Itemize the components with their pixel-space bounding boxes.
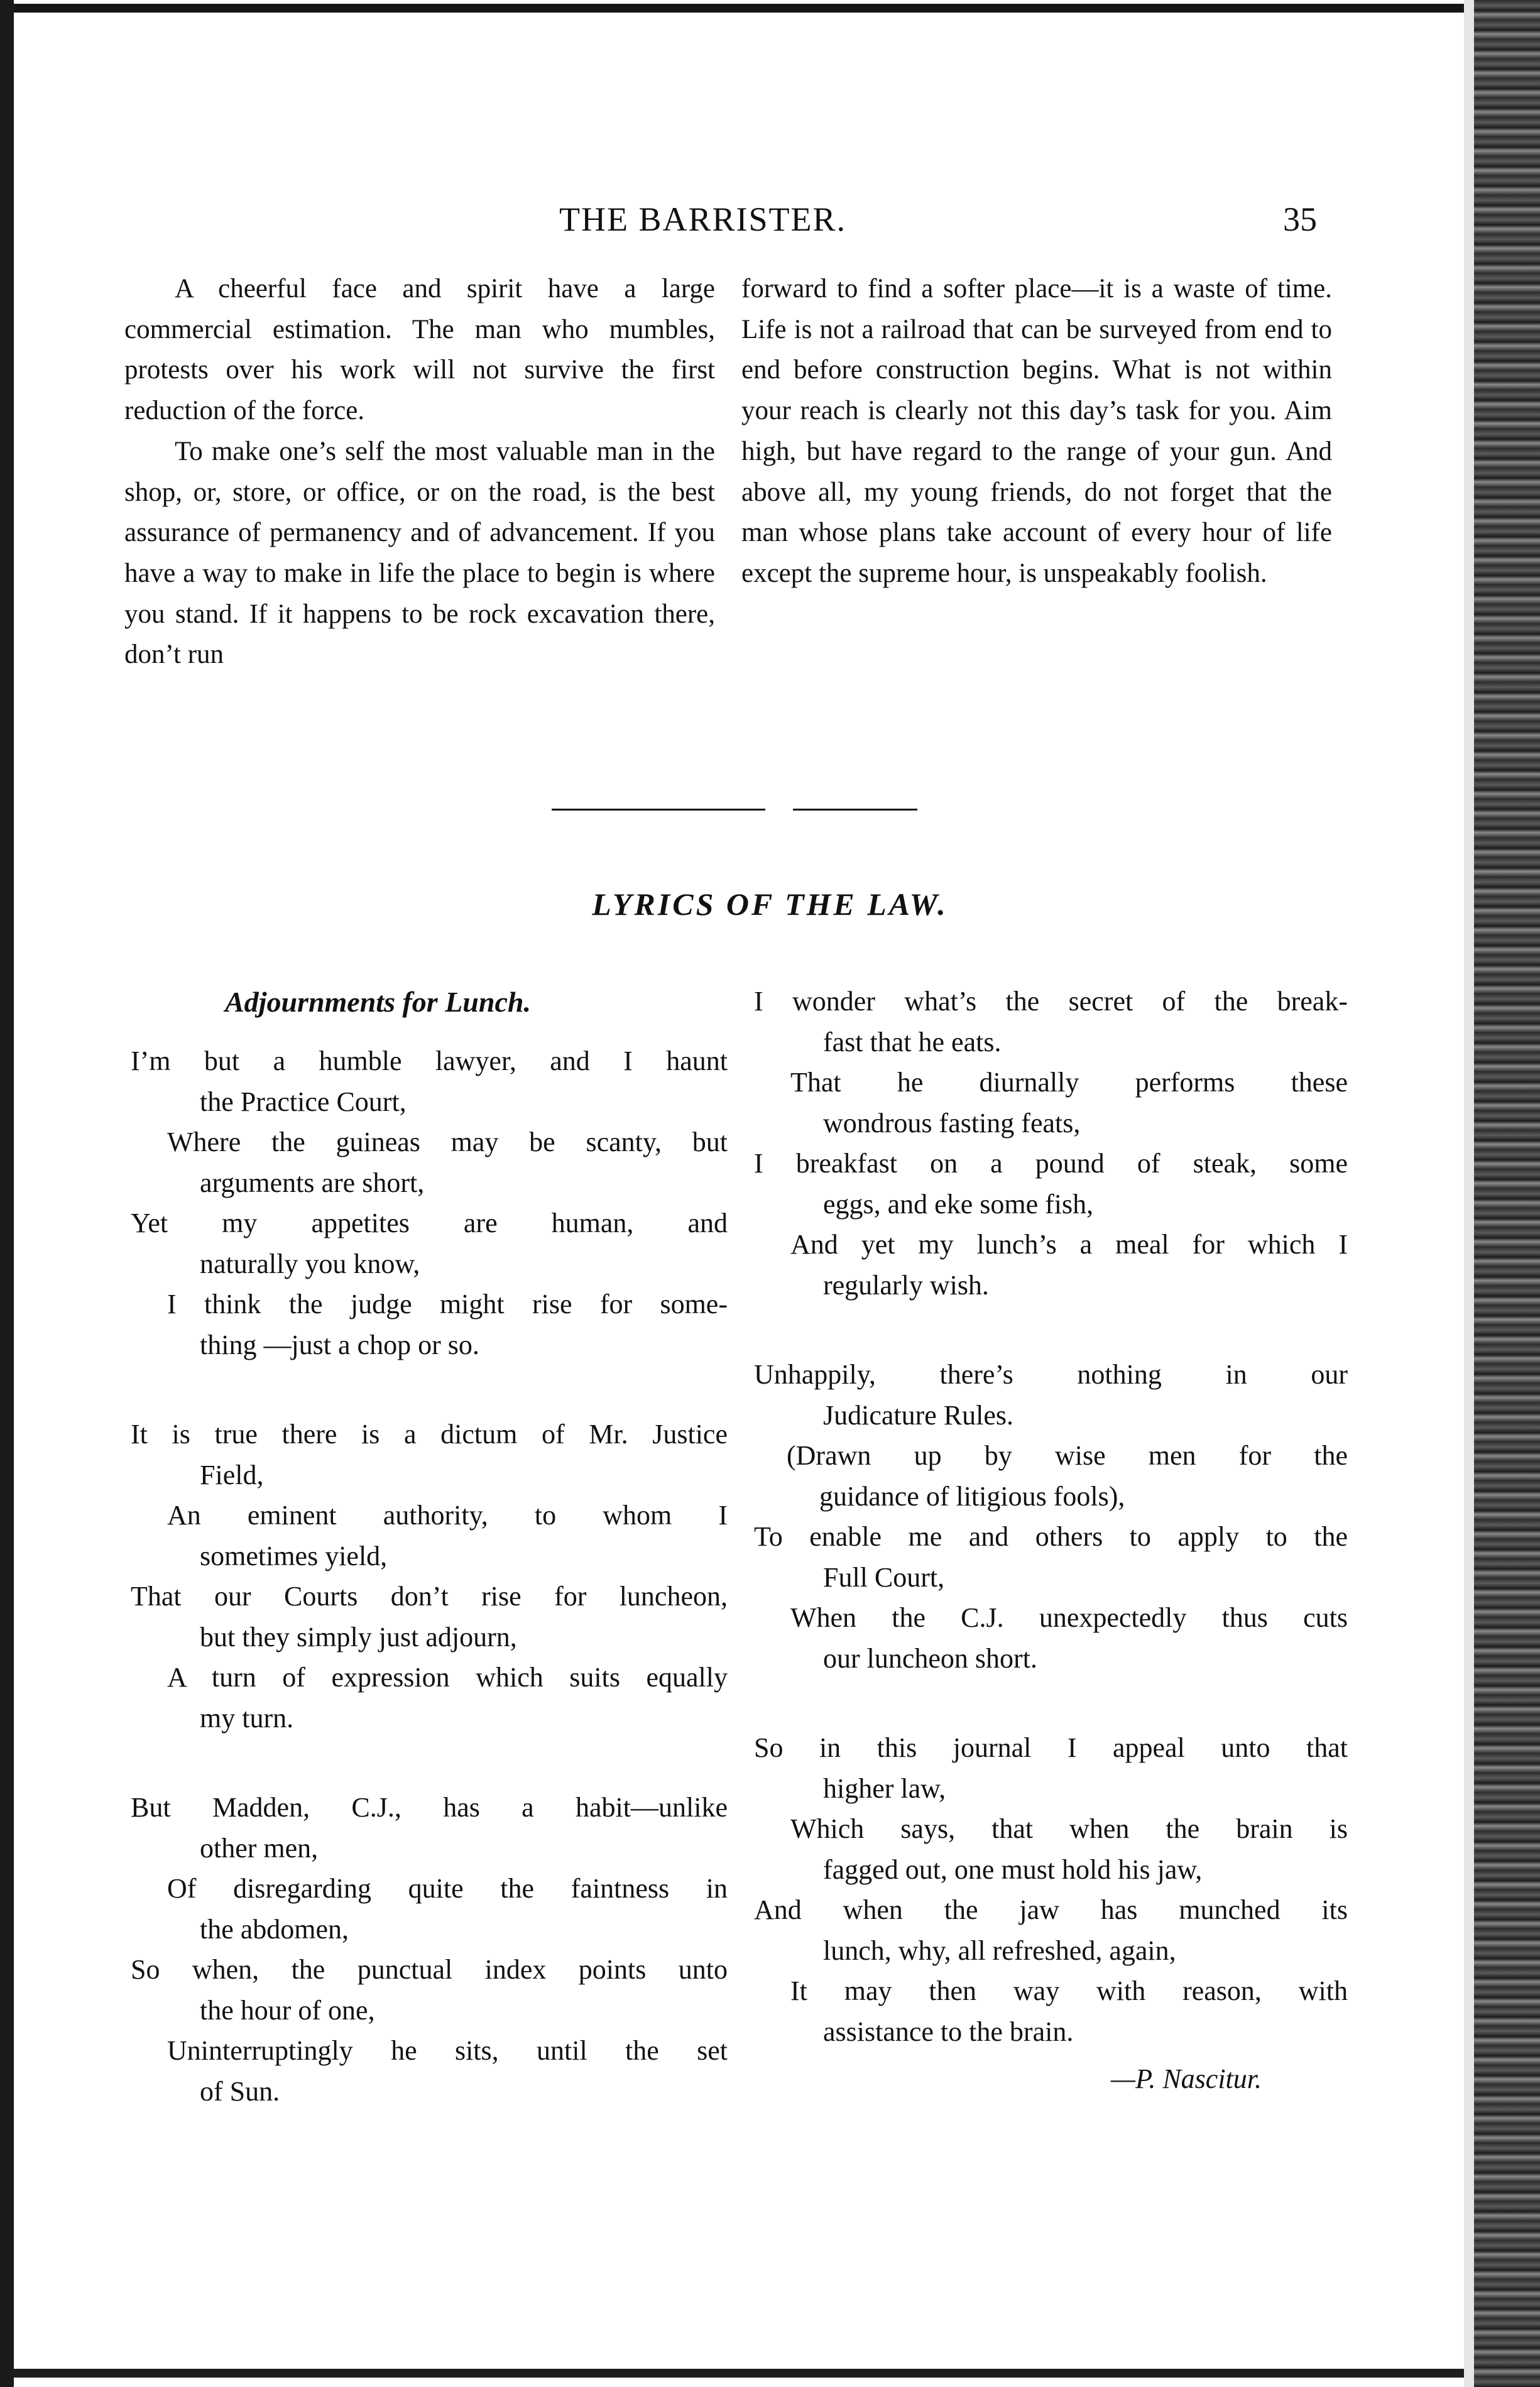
verse-line-continuation: my turn. [200, 1702, 294, 1734]
verse-line-text: And yet my lunch’s a meal for which I [790, 1229, 1348, 1260]
section-divider [793, 809, 917, 811]
verse-line-continuation: the Practice Court, [200, 1086, 407, 1117]
stanza [131, 1041, 728, 1365]
verse-line-text: Yet my appetites are human, and [131, 1208, 728, 1238]
poem-left-column [131, 1041, 728, 2161]
verse-line-text: Where the guineas may be scanty, but [167, 1127, 728, 1157]
essay-paragraph: To make one’s self the most valuable man in the shop, or, store, or office, or on the road, is the best assurance of permanency and of advancement. If you have a way to make in life the place to begin is where you stand. If it happens to be rock excavation there, don’t run [124, 436, 715, 670]
verse-line-text: Uninterruptingly he sits, until the set [167, 2035, 728, 2066]
verse-line [790, 1809, 1348, 1890]
poem-right-column [754, 981, 1348, 2101]
essay-right-column [741, 269, 1332, 594]
page-edge-left [0, 0, 14, 2387]
verse-line-continuation: wondrous fasting feats, [823, 1107, 1081, 1139]
verse-line-continuation: Full Court, [823, 1561, 945, 1593]
verse-line-text: I’m but a humble lawyer, and I haunt [131, 1046, 728, 1076]
verse-line [131, 1203, 728, 1284]
running-title: THE BARRISTER. [559, 200, 847, 238]
verse-line [131, 1788, 728, 1869]
verse-line-continuation: fagged out, one must hold his jaw, [823, 1854, 1203, 1885]
verse-line-text: Of disregarding quite the faintness in [167, 1873, 728, 1904]
verse-line [754, 1355, 1348, 1436]
verse-line [787, 1436, 1348, 1517]
verse-line-text: So when, the punctual index points unto [131, 1954, 728, 1985]
verse-line [754, 1728, 1348, 1809]
stanza [754, 1355, 1348, 1679]
verse-line-continuation: fast that he eats. [823, 1026, 1002, 1057]
page-edge-bottom [13, 2369, 1477, 2378]
verse-line-text: That our Courts don’t rise for luncheon, [131, 1581, 728, 1612]
verse-line-continuation: of Sun. [200, 2075, 280, 2107]
essay-paragraph: forward to find a softer place—it is a waste of time. Life is not a railroad that can be surveyed from end to end before construction begins. What is not within your reach is clearly not this day’s task for you. Aim high, but have regard to the range of your gun. And above all, my young friends, do not forget that the man whose plans take account of every hour of life except the supreme hour, is unspeakably foolish. [741, 274, 1332, 588]
page-edge-top [13, 4, 1521, 13]
essay-left-column [124, 269, 715, 675]
verse-line-continuation: eggs, and eke some fish, [823, 1188, 1094, 1220]
verse-line-continuation: higher law, [823, 1772, 946, 1804]
verse-line-text: And when the jaw has munched its [754, 1894, 1348, 1925]
verse-line [790, 1062, 1348, 1144]
verse-line-text: I wonder what’s the secret of the break- [754, 986, 1348, 1017]
stanza [754, 981, 1348, 1306]
verse-line-continuation: Judicature Rules. [823, 1399, 1014, 1431]
verse-line [167, 1122, 728, 1203]
verse-line [754, 1517, 1348, 1598]
verse-line [131, 1576, 728, 1658]
verse-line-continuation: other men, [200, 1832, 319, 1864]
verse-line [790, 1225, 1348, 1306]
verse-line-text: When the C.J. unexpectedly thus cuts [790, 1602, 1348, 1633]
verse-line-text: It may then way with reason, with [790, 1975, 1348, 2006]
verse-line [131, 1950, 728, 2031]
verse-line-continuation: naturally you know, [200, 1248, 420, 1279]
verse-line-continuation: Field, [200, 1459, 264, 1490]
verse-line [754, 981, 1348, 1062]
section-title: LYRICS OF THE LAW. [592, 887, 948, 922]
stanza [754, 1728, 1348, 2052]
verse-line-continuation: but they simply just adjourn, [200, 1621, 517, 1652]
verse-line [790, 1598, 1348, 1679]
verse-line-continuation: sometimes yield, [200, 1540, 388, 1571]
verse-line [790, 1971, 1348, 2052]
poem-signature: —P. Nascitur. [1111, 2063, 1262, 2094]
verse-line-text: A turn of expression which suits equally [167, 1662, 728, 1693]
verse-line-text: Unhappily, there’s nothing in our [754, 1359, 1348, 1390]
verse-line-continuation: assistance to the brain. [823, 2016, 1074, 2047]
verse-line-continuation: arguments are short, [200, 1167, 425, 1198]
poem-title: Adjournments for Lunch. [225, 986, 531, 1018]
verse-line-text: An eminent authority, to whom I [167, 1500, 728, 1531]
verse-line [167, 1284, 728, 1365]
stanza [131, 1414, 728, 1739]
verse-line-continuation: regularly wish. [823, 1269, 989, 1301]
verse-line [167, 2031, 728, 2112]
verse-line-continuation: guidance of litigious fools), [819, 1480, 1125, 1512]
section-divider [552, 809, 765, 811]
verse-line-text: I think the judge might rise for some- [167, 1289, 728, 1319]
verse-line-continuation: the hour of one, [200, 1994, 375, 2026]
verse-line [167, 1495, 728, 1576]
verse-line-continuation: lunch, why, all refreshed, again, [823, 1935, 1176, 1966]
verse-line-continuation: the abdomen, [200, 1913, 349, 1945]
essay-paragraph: A cheerful face and spirit have a large commercial estimation. The man who mumbles, protests over his work will not survive the first reduction of the force. [124, 274, 715, 426]
verse-line [131, 1041, 728, 1122]
page-edge-right [1474, 0, 1540, 2387]
verse-line-text: It is true there is a dictum of Mr. Justice [131, 1419, 728, 1450]
stanza [131, 1788, 728, 2112]
verse-line [167, 1869, 728, 1950]
verse-line [131, 1414, 728, 1495]
verse-line [167, 1658, 728, 1739]
verse-line-text: To enable me and others to apply to the [754, 1521, 1348, 1552]
verse-line [754, 1144, 1348, 1225]
verse-line-text: So in this journal I appeal unto that [754, 1732, 1348, 1763]
verse-line-continuation: thing —just a chop or so. [200, 1329, 479, 1360]
verse-line-continuation: our luncheon short. [823, 1642, 1037, 1674]
verse-line-text: Which says, that when the brain is [790, 1813, 1348, 1844]
verse-line [754, 1890, 1348, 1971]
page-number: 35 [1283, 200, 1317, 238]
verse-line-text: But Madden, C.J., has a habit—unlike [131, 1792, 728, 1823]
verse-line-text: That he diurnally performs these [790, 1067, 1348, 1098]
verse-line-text: (Drawn up by wise men for the [787, 1440, 1348, 1471]
verse-line-text: I breakfast on a pound of steak, some [754, 1148, 1348, 1179]
